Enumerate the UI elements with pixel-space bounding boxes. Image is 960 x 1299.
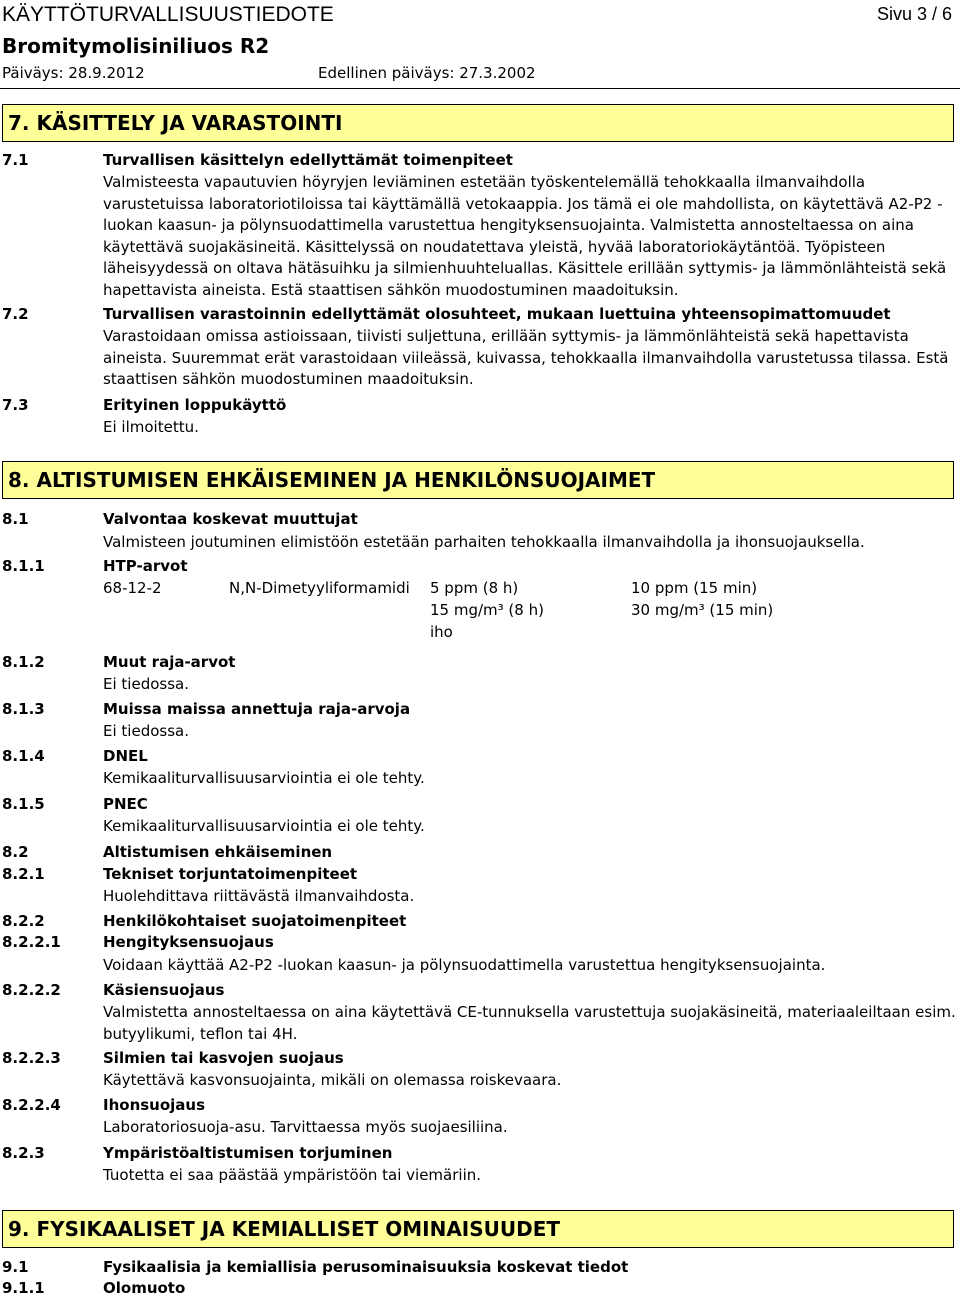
previous-date: Edellinen päiväys: 27.3.2002 xyxy=(318,64,536,82)
section-8-heading: 8. ALTISTUMISEN EHKÄISEMINEN JA HENKILÖNSUOJAIMET xyxy=(2,461,954,499)
htp-8h-value: 5 ppm (8 h) xyxy=(430,579,519,597)
subsection-number: 8.1 xyxy=(2,510,29,528)
subsection-title: Ihonsuojaus xyxy=(103,1096,206,1114)
htp-15min-value: 10 ppm (15 min) xyxy=(631,579,758,597)
subsection-number: 8.1.4 xyxy=(2,747,45,765)
subsection-number: 8.2.2.4 xyxy=(2,1096,61,1114)
subsection-text: Voidaan käyttää A2-P2 -luokan kaasun- ja pölynsuodattimella varustettua hengityksensuojainta. xyxy=(103,956,826,974)
subsection-number: 8.2.3 xyxy=(2,1144,45,1162)
subsection-number: 8.1.2 xyxy=(2,653,45,671)
subsection-title: Fysikaalisia ja kemiallisia perusominaisuuksia koskevat tiedot xyxy=(103,1258,629,1276)
subsection-title: Turvallisen käsittelyn edellyttämät toimenpiteet xyxy=(103,151,513,169)
subsection-title: Henkilökohtaiset suojatoimenpiteet xyxy=(103,912,407,930)
subsection-title: Erityinen loppukäyttö xyxy=(103,396,287,414)
section-9-heading: 9. FYSIKAALISET JA KEMIALLISET OMINAISUUDET xyxy=(2,1210,954,1248)
document-date: Päiväys: 28.9.2012 xyxy=(2,64,145,82)
subsection-text xyxy=(103,172,958,302)
subsection-title: DNEL xyxy=(103,747,148,765)
htp-15min-value: 30 mg/m³ (15 min) xyxy=(631,601,774,619)
subsection-text: Ei tiedossa. xyxy=(103,675,189,693)
text-line: läheisyydessä on oltava hätäsuihku ja silmienhuuhteluallas. Käsittele erillään syttymis- ja lämmönlähteistä sekä xyxy=(103,259,947,278)
subsection-number: 8.2.2.2 xyxy=(2,981,61,999)
subsection-number: 7.3 xyxy=(2,396,29,414)
section-7-heading: 7. KÄSITTELY JA VARASTOINTI xyxy=(2,104,954,142)
subsection-number: 7.1 xyxy=(2,151,29,169)
subsection-number: 7.2 xyxy=(2,305,29,323)
text-line: Valmistetta annosteltaessa on aina käytettävä CE-tunnuksella varustettuja suojakäsineitä, materiaaleiltaan esim. xyxy=(103,1003,956,1021)
subsection-text: Kemikaaliturvallisuusarviointia ei ole tehty. xyxy=(103,769,425,787)
text-line: luokan kaasun- ja pölynsuodattimella varustettua hengityksensuojainta. Valmistetta annosteltaessa on aina xyxy=(103,216,914,235)
subsection-title: HTP-arvot xyxy=(103,557,188,575)
subsection-number: 8.2.2.3 xyxy=(2,1049,61,1067)
subsection-number: 8.1.3 xyxy=(2,700,45,718)
subsection-title: Turvallisen varastoinnin edellyttämät olosuhteet, mukaan luettuina yhteensopimattomuudet xyxy=(103,305,891,323)
subsection-text xyxy=(103,326,958,391)
subsection-title: Käsiensuojaus xyxy=(103,981,225,999)
subsection-title: Silmien tai kasvojen suojaus xyxy=(103,1049,344,1067)
subsection-text: Kemikaaliturvallisuusarviointia ei ole tehty. xyxy=(103,817,425,835)
subsection-text xyxy=(103,1002,958,1045)
htp-8h-value: 15 mg/m³ (8 h) xyxy=(430,601,544,619)
subsection-number: 9.1.1 xyxy=(2,1279,45,1297)
subsection-title: Muut raja-arvot xyxy=(103,653,236,671)
subsection-text: Laboratoriosuoja-asu. Tarvittaessa myös suojaesiliina. xyxy=(103,1118,508,1136)
subsection-number: 8.1.5 xyxy=(2,795,45,813)
subsection-title: Muissa maissa annettuja raja-arvoja xyxy=(103,700,411,718)
text-line: käytettävä suojakäsineitä. Käsittelyssä on noudatettava yleistä, hyvää laboratoriokäytäntöä. Työpisteen xyxy=(103,237,886,256)
subsection-title: Tekniset torjuntatoimenpiteet xyxy=(103,865,358,883)
subsection-text: Ei ilmoitettu. xyxy=(103,418,199,436)
text-line: hapettavista aineista. Estä staattisen sähkön muodostuminen maadoituksin. xyxy=(103,280,679,299)
subsection-title: Olomuoto xyxy=(103,1279,186,1297)
subsection-number: 8.2.2 xyxy=(2,912,45,930)
subsection-title: Valvontaa koskevat muuttujat xyxy=(103,510,358,528)
text-line: butyylikumi, teflon tai 4H. xyxy=(103,1024,298,1043)
text-line: aineista. Suuremmat erät varastoidaan viileässä, kuivassa, tehokkaalla ilmanvaihdolla varustetussa tilassa. Estä xyxy=(103,348,949,367)
subsection-text: Valmisteen joutuminen elimistöön estetään parhaiten tehokkaalla ilmanvaihdolla ja ihonsuojauksella. xyxy=(103,533,865,551)
text-line: varustetuissa laboratoriotiloissa tai käyttämällä vetokaappia. Jos tämä ei ole mahdollista, on käytettävä A2-P2 - xyxy=(103,194,943,213)
subsection-title: Altistumisen ehkäiseminen xyxy=(103,843,333,861)
subsection-number: 8.2.2.1 xyxy=(2,933,61,951)
htp-cas-number: 68-12-2 xyxy=(103,579,162,597)
text-line: staattisen sähkön muodostuminen maadoituksin. xyxy=(103,370,474,389)
product-name: Bromitymolisiniliuos R2 xyxy=(2,34,270,58)
page-number: Sivu 3 / 6 xyxy=(876,4,952,24)
htp-skin-note: iho xyxy=(430,623,453,641)
header-divider xyxy=(0,88,960,89)
text-line: Varastoidaan omissa astioissaan, tiivisti suljettuna, erillään syttymis- ja lämmönlähteistä sekä hapettavista xyxy=(103,327,909,345)
subsection-text: Ei tiedossa. xyxy=(103,722,189,740)
subsection-title: PNEC xyxy=(103,795,148,813)
subsection-title: Ympäristöaltistumisen torjuminen xyxy=(103,1144,393,1162)
htp-substance: N,N-Dimetyyliformamidi xyxy=(229,579,410,597)
subsection-title: Hengityksensuojaus xyxy=(103,933,274,951)
document-type-title: KÄYTTÖTURVALLISUUSTIEDOTE xyxy=(2,3,334,26)
subsection-number: 8.2.1 xyxy=(2,865,45,883)
subsection-number: 8.2 xyxy=(2,843,29,861)
text-line: Valmisteesta vapautuvien höyryjen leviäminen estetään työskentelemällä tehokkaalla ilmanvaihdolla xyxy=(103,173,866,191)
subsection-text: Tuotetta ei saa päästää ympäristöön tai viemäriin. xyxy=(103,1166,482,1184)
subsection-text: Käytettävä kasvonsuojainta, mikäli on olemassa roiskevaara. xyxy=(103,1071,562,1089)
subsection-text: Huolehdittava riittävästä ilmanvaihdosta. xyxy=(103,887,415,905)
subsection-number: 9.1 xyxy=(2,1258,29,1276)
subsection-number: 8.1.1 xyxy=(2,557,45,575)
